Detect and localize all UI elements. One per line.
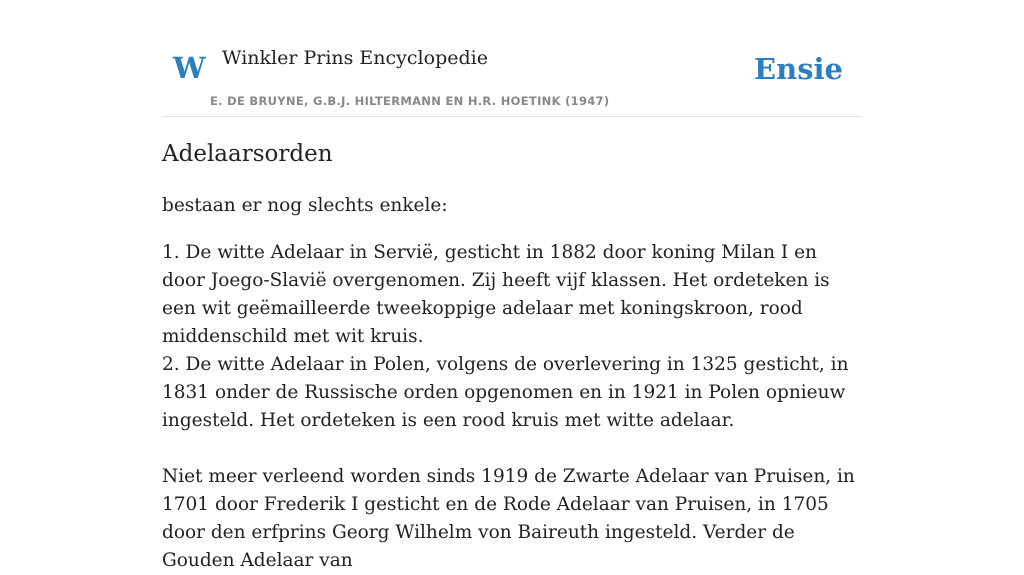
ensie-logo-link[interactable]: Ensie <box>754 52 843 86</box>
article-title: Adelaarsorden <box>162 141 333 167</box>
article-item-2: 2. De witte Adelaar in Polen, volgens de overlevering in 1325 gesticht, in 1831 onder de Russische orden opgenomen en in 1921 in Polen opnieuw ingesteld. Het ordeteken is een rood kruis met witte adelaar. <box>162 354 849 431</box>
source-authors: E. DE BRUYNE, G.B.J. HILTERMANN EN H.R. HOETINK (1947) <box>210 94 610 108</box>
page <box>162 0 862 571</box>
source-title[interactable]: Winkler Prins Encyclopedie <box>222 47 488 69</box>
article-intro: bestaan er nog slechts enkele: <box>162 195 448 216</box>
article-body <box>162 192 862 575</box>
article-closing: Niet meer verleend worden sinds 1919 de Zwarte Adelaar van Pruisen, in 1701 door Frederik I gesticht en de Rode Adelaar van Pruisen, in 1705 door den erfprins Georg Wilhelm von Baireuth ingesteld. Verder de Gouden Adelaar van <box>162 466 855 571</box>
article-item-1: 1. De witte Adelaar in Servië, gesticht in 1882 door koning Milan I en door Joego-Slavië overgenomen. Zij heeft vijf klassen. Het ordeteken is een wit geëmailleerde tweekoppige adelaar met koningskroon, rood middenschild met wit kruis. <box>162 242 830 347</box>
paragraph-spacer <box>162 435 862 463</box>
source-logo-icon[interactable]: W <box>173 51 206 85</box>
site-header <box>162 0 862 117</box>
